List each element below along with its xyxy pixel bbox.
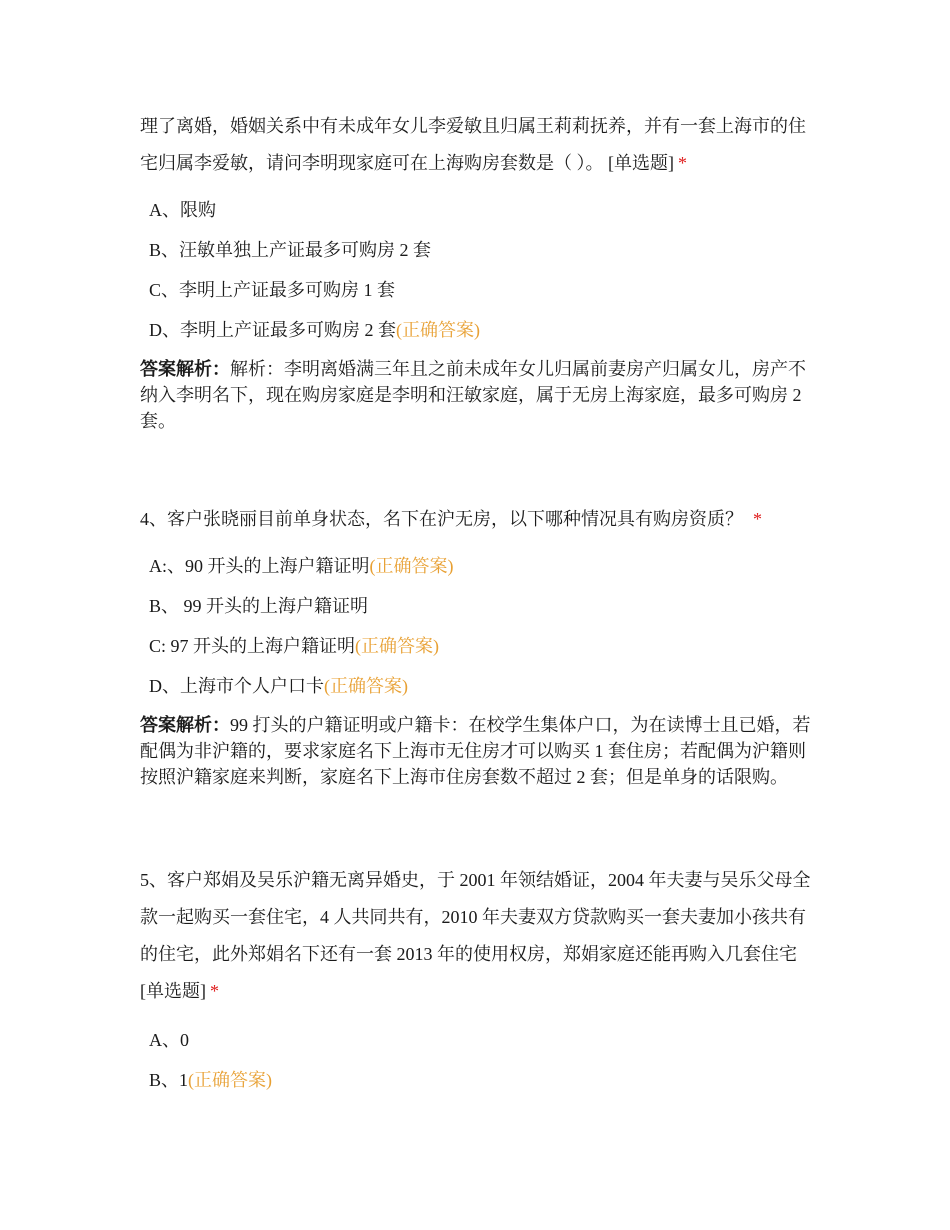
q3-option-d[interactable]: D、李明上产证最多可购房 2 套(正确答案) [149,320,480,340]
analysis-text: 99 打头的户籍证明或户籍卡：在校学生集体户口，为在读博士且已婚，若配偶为非沪籍的，要求家庭名下上海市无住房才可以购买 1 套住房；若配偶为沪籍则按照沪籍家庭来判断，家庭名下上海市住房套数不超过 2 套；但是单身的话限购。 [140,715,811,787]
q5-option-b[interactable]: B、1(正确答案) [149,1070,273,1090]
required-mark: * [678,153,687,173]
question-5-text [140,862,815,1010]
question-3-text [140,108,815,182]
correct-answer-tag: (正确答案) [396,320,480,340]
correct-answer-tag: (正确答案) [324,676,408,696]
q3-option-c[interactable]: C、李明上产证最多可购房 1 套 [149,280,396,300]
question-5-body: 5、客户郑娟及吴乐沪籍无离异婚史，于 2001 年领结婚证，2004 年夫妻与吴乐父母全款一起购买一套住宅，4 人共同共有，2010 年夫妻双方贷款购买一套夫妻加小孩共有的住宅，此外郑娟名下还有一套 2013 年的使用权房，郑娟家庭还能再购入几套住宅 [单选题] [140,870,811,1001]
q5-option-a[interactable]: A、0 [149,1030,189,1050]
question-4-text [140,501,815,538]
q4-option-d[interactable]: D、上海市个人户口卡(正确答案) [149,676,408,696]
question-3-body: 理了离婚，婚姻关系中有未成年女儿李爱敏且归属王莉莉抚养，并有一套上海市的住宅归属李爱敏，请问李明现家庭可在上海购房套数是（ ）。 [单选题] [140,116,806,173]
correct-answer-tag: (正确答案) [188,1070,273,1090]
correct-answer-tag: (正确答案) [369,556,454,576]
q4-option-a[interactable]: A:、90 开头的上海户籍证明(正确答案) [149,556,454,576]
analysis-label: 答案解析： [140,715,230,735]
analysis-text: 解析：李明离婚满三年且之前未成年女儿归属前妻房产归属女儿，房产不纳入李明名下，现在购房家庭是李明和汪敏家庭，属于无房上海家庭，最多可购房 2 套。 [140,359,806,431]
question-4-body: 4、客户张晓丽目前单身状态，名下在沪无房，以下哪种情况具有购房资质？ [140,509,743,529]
required-mark: * [753,509,762,529]
required-mark: * [210,981,219,1001]
correct-answer-tag: (正确答案) [355,636,440,656]
q4-analysis [140,712,815,790]
q4-option-c[interactable]: C: 97 开头的上海户籍证明(正确答案) [149,636,440,656]
q3-option-a[interactable]: A、限购 [149,200,216,220]
analysis-label: 答案解析： [140,359,230,379]
q4-option-b[interactable]: B、 99 开头的上海户籍证明 [149,596,369,616]
q3-analysis [140,356,815,434]
q3-option-b[interactable]: B、汪敏单独上产证最多可购房 2 套 [149,240,432,260]
